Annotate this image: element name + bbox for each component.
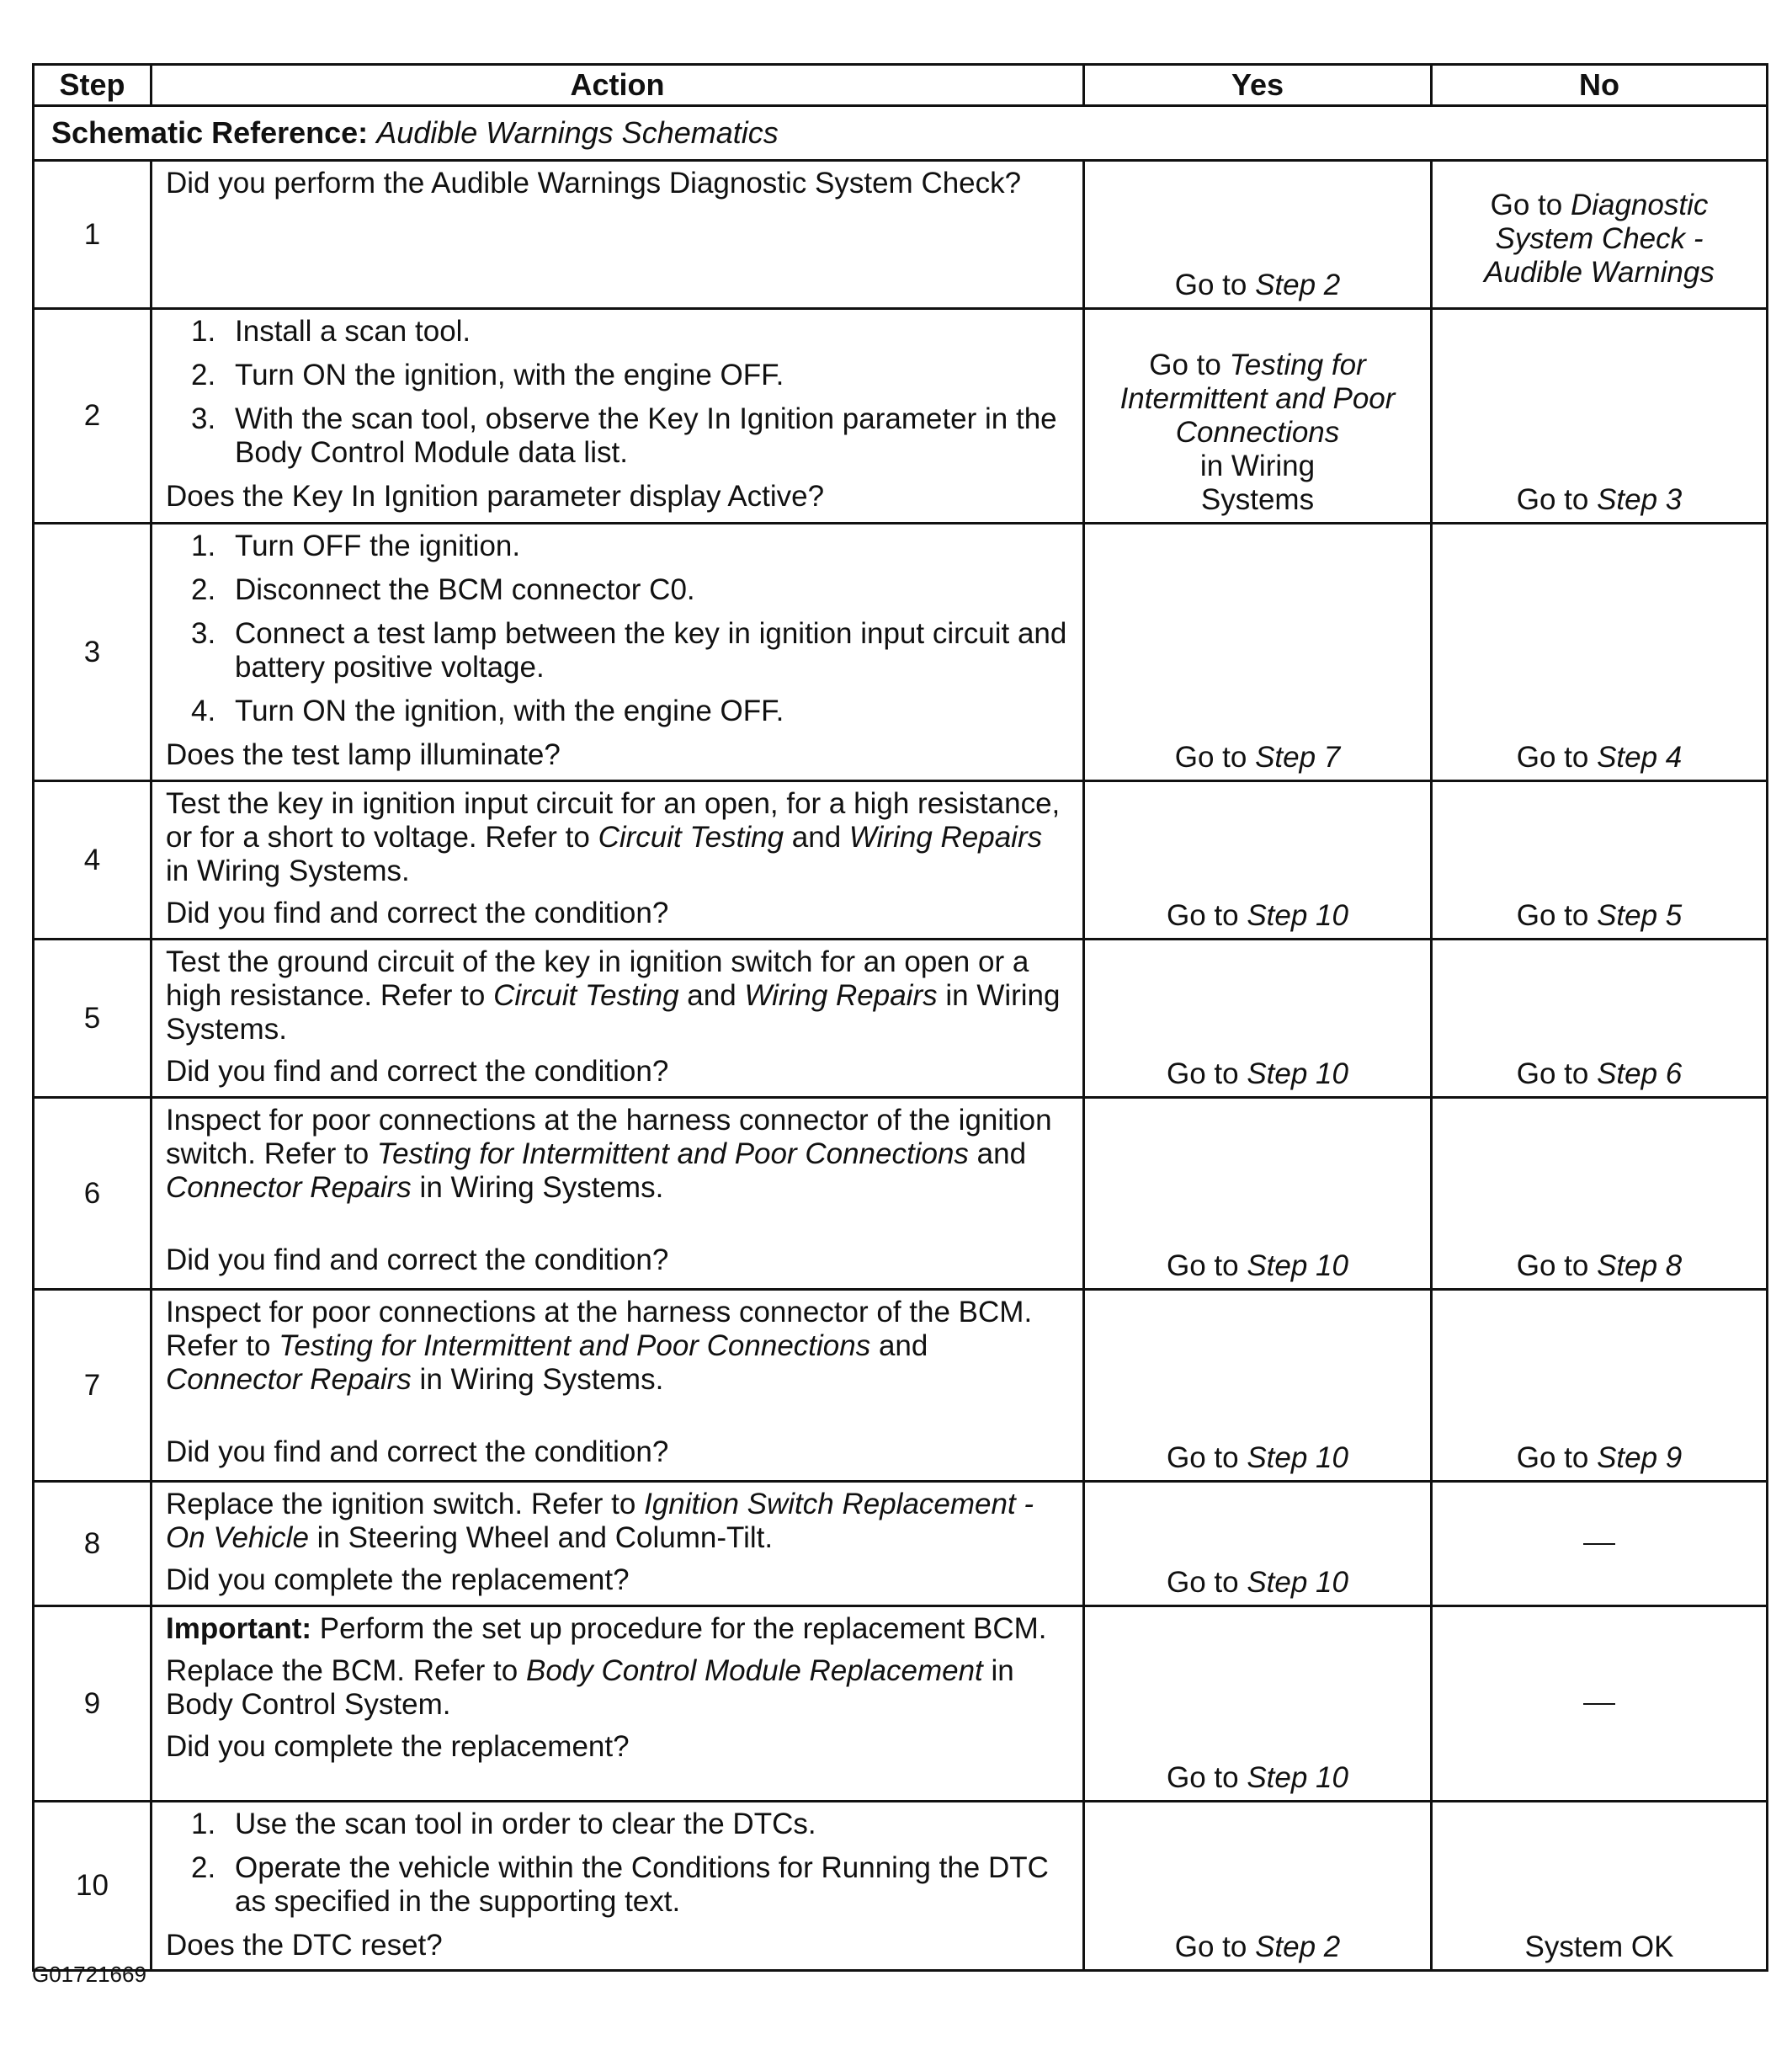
list-item: 3. Connect a test lamp between the key in ignition input circuit and battery positive voltage.	[191, 617, 1067, 684]
table-row	[34, 161, 1768, 309]
question-text: Did you find and correct the condition?	[166, 1055, 669, 1088]
question-text: Did you complete the replacement?	[166, 1563, 630, 1596]
no-link[interactable]: Step 5	[1597, 899, 1683, 932]
yes-cell: Go to Step 10	[1084, 1482, 1432, 1606]
list-item: 3. With the scan tool, observe the Key In Ignition parameter in the Body Control Module data list.	[191, 402, 1057, 469]
list-item: 1. Install a scan tool.	[191, 315, 471, 348]
action-cell	[152, 309, 1084, 524]
instruction-list	[166, 530, 1069, 728]
question-text: Does the Key In Ignition parameter display Active?	[166, 480, 825, 513]
yes-link[interactable]: Testing for	[1229, 349, 1366, 381]
action-cell	[152, 1482, 1084, 1606]
step-number: 6	[34, 1098, 152, 1290]
header-action: Action	[152, 65, 1084, 106]
no-link[interactable]: Step 3	[1597, 483, 1683, 516]
no-cell: Go to Step 5	[1432, 781, 1768, 940]
action-cell	[152, 1606, 1084, 1802]
list-item: 2. Turn ON the ignition, with the engine OFF.	[191, 359, 784, 391]
instruction-text: Test the key in ignition input circuit for an open, for a high resistance, or for a short to voltage. Refer to Circuit Testing and Wiring Repairs in Wiring Systems.	[166, 787, 1061, 887]
step-number: 4	[34, 781, 152, 940]
yes-link[interactable]: Intermittent and Poor	[1119, 382, 1396, 415]
table-row	[34, 1802, 1768, 1971]
no-cell: Go to Step 4	[1432, 524, 1768, 781]
yes-link[interactable]: Step 7	[1255, 741, 1341, 774]
instruction-text: Replace the BCM. Refer to Body Control Module Replacement in Body Control System.	[166, 1654, 1014, 1721]
not-applicable-dash	[1583, 1703, 1615, 1705]
table-row	[34, 309, 1768, 524]
bcm-replacement-link[interactable]: Body Control Module Replacement	[525, 1654, 983, 1687]
instruction-list	[166, 1808, 1069, 1919]
instruction-list	[166, 315, 1069, 470]
list-item: 1. Turn OFF the ignition.	[191, 530, 521, 562]
table-row	[34, 1098, 1768, 1290]
yes-cell: Go to Step 10	[1084, 1606, 1432, 1802]
yes-link[interactable]: Step 10	[1247, 1566, 1348, 1599]
table-row	[34, 1482, 1768, 1606]
list-item: 1. Use the scan tool in order to clear the DTCs.	[191, 1808, 816, 1840]
question-text: Did you find and correct the condition?	[166, 897, 669, 929]
no-link[interactable]: System Check -	[1495, 221, 1704, 255]
no-cell: Go to Step 9	[1432, 1290, 1768, 1482]
step-number: 3	[34, 524, 152, 781]
step-number: 8	[34, 1482, 152, 1606]
yes-link[interactable]: Step 10	[1247, 899, 1348, 932]
no-link[interactable]: Diagnostic	[1570, 188, 1709, 221]
yes-suffix: Systems	[1200, 483, 1315, 516]
question-text: Did you perform the Audible Warnings Diagnostic System Check?	[166, 167, 1022, 200]
no-prefix: Go to	[1516, 483, 1598, 516]
step-number: 5	[34, 940, 152, 1098]
step-number: 9	[34, 1606, 152, 1802]
yes-link[interactable]: Step 10	[1247, 1057, 1348, 1090]
step-number: 10	[34, 1802, 152, 1971]
not-applicable-dash	[1583, 1543, 1615, 1545]
action-cell	[152, 524, 1084, 781]
no-link[interactable]: Audible Warnings	[1484, 255, 1715, 289]
no-link[interactable]: Step 6	[1597, 1057, 1683, 1090]
yes-link[interactable]: Step 2	[1255, 1930, 1341, 1963]
instruction-text: Replace the ignition switch. Refer to Ignition Switch Replacement - On Vehicle in Steering Wheel and Column-Tilt.	[166, 1488, 1034, 1554]
yes-link[interactable]: Step 10	[1247, 1761, 1348, 1794]
question-text: Did you find and correct the condition?	[166, 1243, 669, 1276]
action-cell	[152, 781, 1084, 940]
step-number: 2	[34, 309, 152, 524]
yes-link[interactable]: Step 10	[1247, 1249, 1348, 1282]
yes-link[interactable]: Step 2	[1255, 269, 1341, 301]
no-cell	[1432, 161, 1768, 309]
list-item: 4. Turn ON the ignition, with the engine OFF.	[191, 695, 784, 727]
table-row	[34, 781, 1768, 940]
schematic-link[interactable]: Audible Warnings Schematics	[376, 115, 779, 150]
yes-cell: Go to Step 7	[1084, 524, 1432, 781]
table-row	[34, 1290, 1768, 1482]
yes-cell	[1084, 161, 1432, 309]
no-prefix: Go to	[1490, 188, 1571, 221]
step-number: 1	[34, 161, 152, 309]
table-row	[34, 1606, 1768, 1802]
header-step: Step	[34, 65, 152, 106]
no-link[interactable]: Step 9	[1597, 1441, 1683, 1474]
question-text: Did you find and correct the condition?	[166, 1435, 669, 1468]
list-item: 2. Disconnect the BCM connector C0.	[191, 573, 695, 606]
question-text: Does the test lamp illuminate?	[166, 738, 561, 771]
no-cell	[1432, 309, 1768, 524]
yes-cell: Go to Step 10	[1084, 1290, 1432, 1482]
question-text: Did you complete the replacement?	[166, 1730, 630, 1763]
diagnostic-table	[32, 63, 1768, 1972]
figure-id: G01721669	[32, 1962, 146, 1987]
yes-cell: Go to Step 10	[1084, 940, 1432, 1098]
yes-cell: Go to Step 10	[1084, 1098, 1432, 1290]
step-number: 7	[34, 1290, 152, 1482]
connector-repairs-link[interactable]: Connector Repairs	[166, 1363, 412, 1396]
action-cell	[152, 161, 1084, 309]
important-label: Important:	[166, 1612, 312, 1645]
yes-cell: Go to Step 10	[1084, 781, 1432, 940]
list-item: 2. Operate the vehicle within the Conditions for Running the DTC as specified in the supporting text.	[191, 1851, 1049, 1918]
action-cell	[152, 1802, 1084, 1971]
no-cell: System OK	[1432, 1802, 1768, 1971]
table-row	[34, 524, 1768, 781]
no-cell: Go to Step 8	[1432, 1098, 1768, 1290]
header-yes: Yes	[1084, 65, 1432, 106]
no-cell: Go to Step 6	[1432, 940, 1768, 1098]
connector-repairs-link[interactable]: Connector Repairs	[166, 1171, 412, 1204]
action-cell	[152, 1290, 1084, 1482]
instruction-text: Inspect for poor connections at the harness connector of the ignition switch. Refer to Testing for Intermittent and Poor Connections and Connector Repairs in Wiring Systems.	[166, 1104, 1052, 1204]
header-no: No	[1432, 65, 1768, 106]
action-cell	[152, 940, 1084, 1098]
table-row	[34, 940, 1768, 1098]
schematic-reference	[34, 106, 1768, 161]
table-header-row	[34, 65, 1768, 106]
testing-intermittent-link[interactable]: Testing for Intermittent and Poor Connections	[279, 1329, 871, 1362]
yes-cell	[1084, 309, 1432, 524]
important-note: Important: Perform the set up procedure for the replacement BCM.	[166, 1612, 1047, 1645]
schematic-reference-row	[34, 106, 1768, 161]
yes-prefix: Go to	[1149, 349, 1230, 381]
yes-prefix: Go to	[1174, 269, 1256, 301]
instruction-text: Inspect for poor connections at the harness connector of the BCM. Refer to Testing for Intermittent and Poor Connections and Connector Repairs in Wiring Systems.	[166, 1296, 1033, 1396]
wiring-repairs-link[interactable]: Wiring Repairs	[744, 979, 938, 1012]
circuit-testing-link[interactable]: Circuit Testing	[598, 821, 784, 854]
no-link[interactable]: Step 4	[1597, 741, 1683, 774]
no-cell	[1432, 1606, 1768, 1802]
no-cell	[1432, 1482, 1768, 1606]
instruction-text: Test the ground circuit of the key in ignition switch for an open or a high resistance. Refer to Circuit Testing and Wiring Repairs in Wiring Systems.	[166, 945, 1061, 1046]
ignition-switch-replacement-link[interactable]: Ignition Switch Replacement - On Vehicle	[166, 1488, 1034, 1554]
yes-link[interactable]: Step 10	[1247, 1441, 1348, 1474]
wiring-repairs-link[interactable]: Wiring Repairs	[848, 821, 1043, 854]
yes-link[interactable]: Connections	[1175, 416, 1340, 449]
question-text: Does the DTC reset?	[166, 1929, 443, 1962]
circuit-testing-link[interactable]: Circuit Testing	[493, 979, 679, 1012]
no-link[interactable]: Step 8	[1597, 1249, 1683, 1282]
action-cell	[152, 1098, 1084, 1290]
schematic-label: Schematic Reference:	[51, 115, 369, 150]
yes-cell: Go to Step 2	[1084, 1802, 1432, 1971]
testing-intermittent-link[interactable]: Testing for Intermittent and Poor Connections	[376, 1137, 969, 1170]
yes-suffix: in Wiring	[1199, 450, 1316, 482]
diagnostic-table-document	[32, 63, 1766, 1972]
